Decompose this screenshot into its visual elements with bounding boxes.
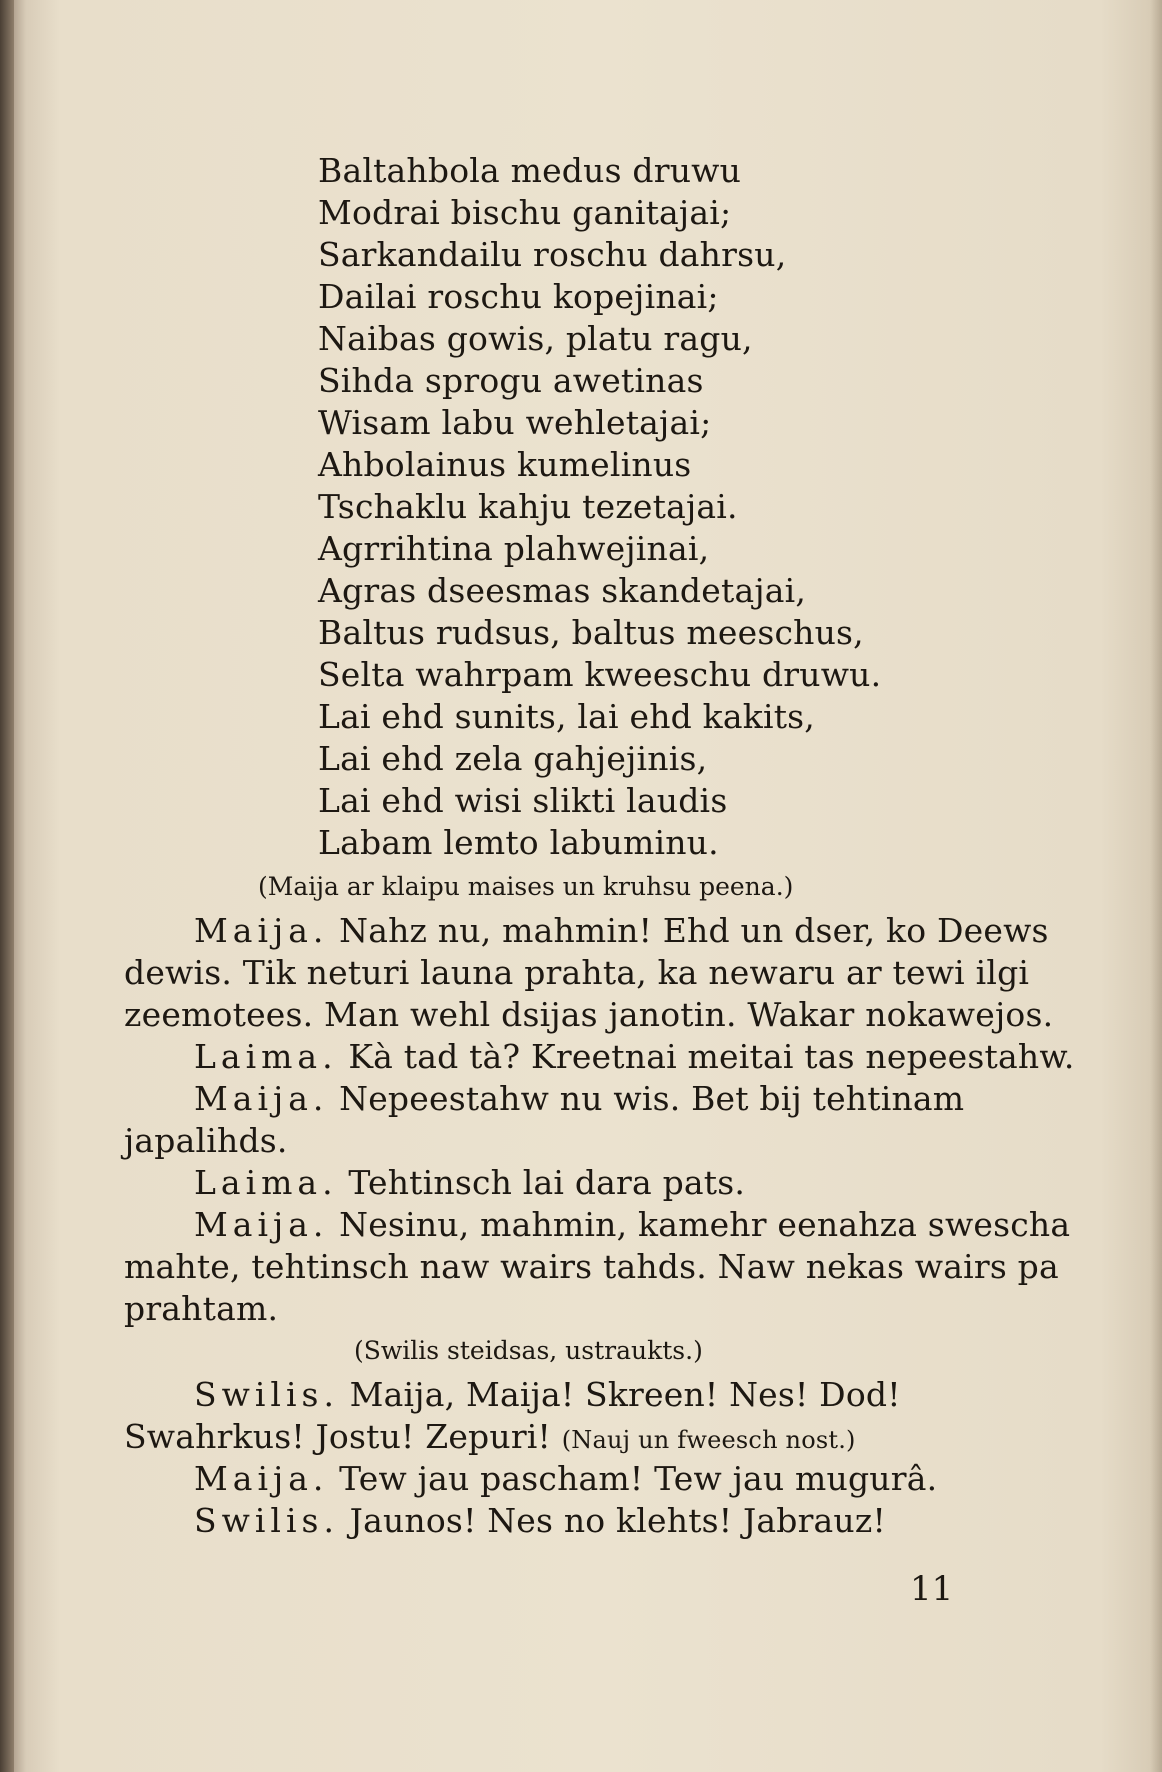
dialogue-line: prahtam. [124, 1289, 279, 1328]
dialogue-line: dewis. Tik neturi launa prahta, ka newaru ar tewi ilgi [124, 953, 1030, 992]
dialogue-line [194, 1500, 886, 1542]
dialogue-line [194, 1204, 1070, 1246]
dialogue-text: Tew jau pascham! Tew jau mugurâ. [339, 1459, 938, 1498]
verse-line: Baltahbola medus druwu [318, 151, 742, 190]
dialogue-line [194, 1162, 745, 1204]
verse-line: Lai ehd wisi slikti laudis [318, 781, 728, 820]
page-number: 11 [910, 1569, 954, 1609]
dialogue-text: Nepeestahw nu wis. Bet bij tehtinam [339, 1079, 965, 1118]
speaker-name: Maija. [194, 1079, 329, 1118]
dialogue-text: Swahrkus! Jostu! Zepuri! [124, 1417, 552, 1456]
verse-line: Wisam labu wehletajai; [318, 403, 712, 442]
verse-line: Sihda sprogu awetinas [318, 361, 704, 400]
verse-line: Agrrihtina plahwejinai, [318, 529, 710, 568]
dialogue-line: mahte, tehtinsch naw wairs tahds. Naw nekas wairs pa [124, 1247, 1059, 1286]
dialogue-line [194, 1458, 937, 1500]
dialogue-line [194, 910, 1049, 952]
speaker-name: Laima. [194, 1037, 338, 1076]
dialogue-text: Tehtinsch lai dara pats. [348, 1163, 746, 1202]
verse-line: Selta wahrpam kweeschu druwu. [318, 655, 882, 694]
dialogue-text: Nesinu, mahmin, kamehr eenahza swescha [339, 1205, 1071, 1244]
dialogue-text: Jaunos! Nes no klehts! Jabrauz! [349, 1501, 886, 1540]
inline-stage-direction: (Nauj un fweesch nost.) [561, 1426, 856, 1454]
dialogue-text: Maija, Maija! Skreen! Nes! Dod! [349, 1375, 901, 1414]
dialogue-text: Kà tad tà? Kreetnai meitai tas nepeestahw. [348, 1037, 1075, 1076]
speaker-name: Maija. [194, 1205, 329, 1244]
stage-direction: (Maija ar klaipu maises un kruhsu peena.) [258, 872, 794, 901]
stage-direction: (Swilis steidsas, ustraukts.) [354, 1336, 703, 1365]
verse-line: Sarkandailu roschu dahrsu, [318, 235, 787, 274]
dialogue-line [194, 1036, 1075, 1078]
verse-line: Lai ehd zela gahjejinis, [318, 739, 708, 778]
verse-line: Naibas gowis, platu ragu, [318, 319, 753, 358]
verse-line: Ahbolainus kumelinus [318, 445, 692, 484]
verse-line: Modrai bischu ganitajai; [318, 193, 732, 232]
speaker-name: Swilis. [194, 1501, 339, 1540]
speaker-name: Maija. [194, 1459, 329, 1498]
dialogue-text: Nahz nu, mahmin! Ehd un dser, ko Deews [339, 911, 1049, 950]
speaker-name: Swilis. [194, 1375, 339, 1414]
dialogue-line [124, 1416, 856, 1461]
verse-line: Tschaklu kahju tezetajai. [318, 487, 738, 526]
verse-line: Agras dseesmas skandetajai, [318, 571, 807, 610]
dialogue-line: zeemotees. Man wehl dsijas janotin. Wakar nokawejos. [124, 995, 1054, 1034]
speaker-name: Maija. [194, 911, 329, 950]
dialogue-line [194, 1374, 901, 1416]
speaker-name: Laima. [194, 1163, 338, 1202]
dialogue-line [194, 1078, 964, 1120]
verse-line: Baltus rudsus, baltus meeschus, [318, 613, 864, 652]
dialogue-line: japalihds. [124, 1121, 288, 1160]
verse-line: Labam lemto labuminu. [318, 823, 719, 862]
verse-line: Lai ehd sunits, lai ehd kakits, [318, 697, 815, 736]
verse-line: Dailai roschu kopejinai; [318, 277, 719, 316]
